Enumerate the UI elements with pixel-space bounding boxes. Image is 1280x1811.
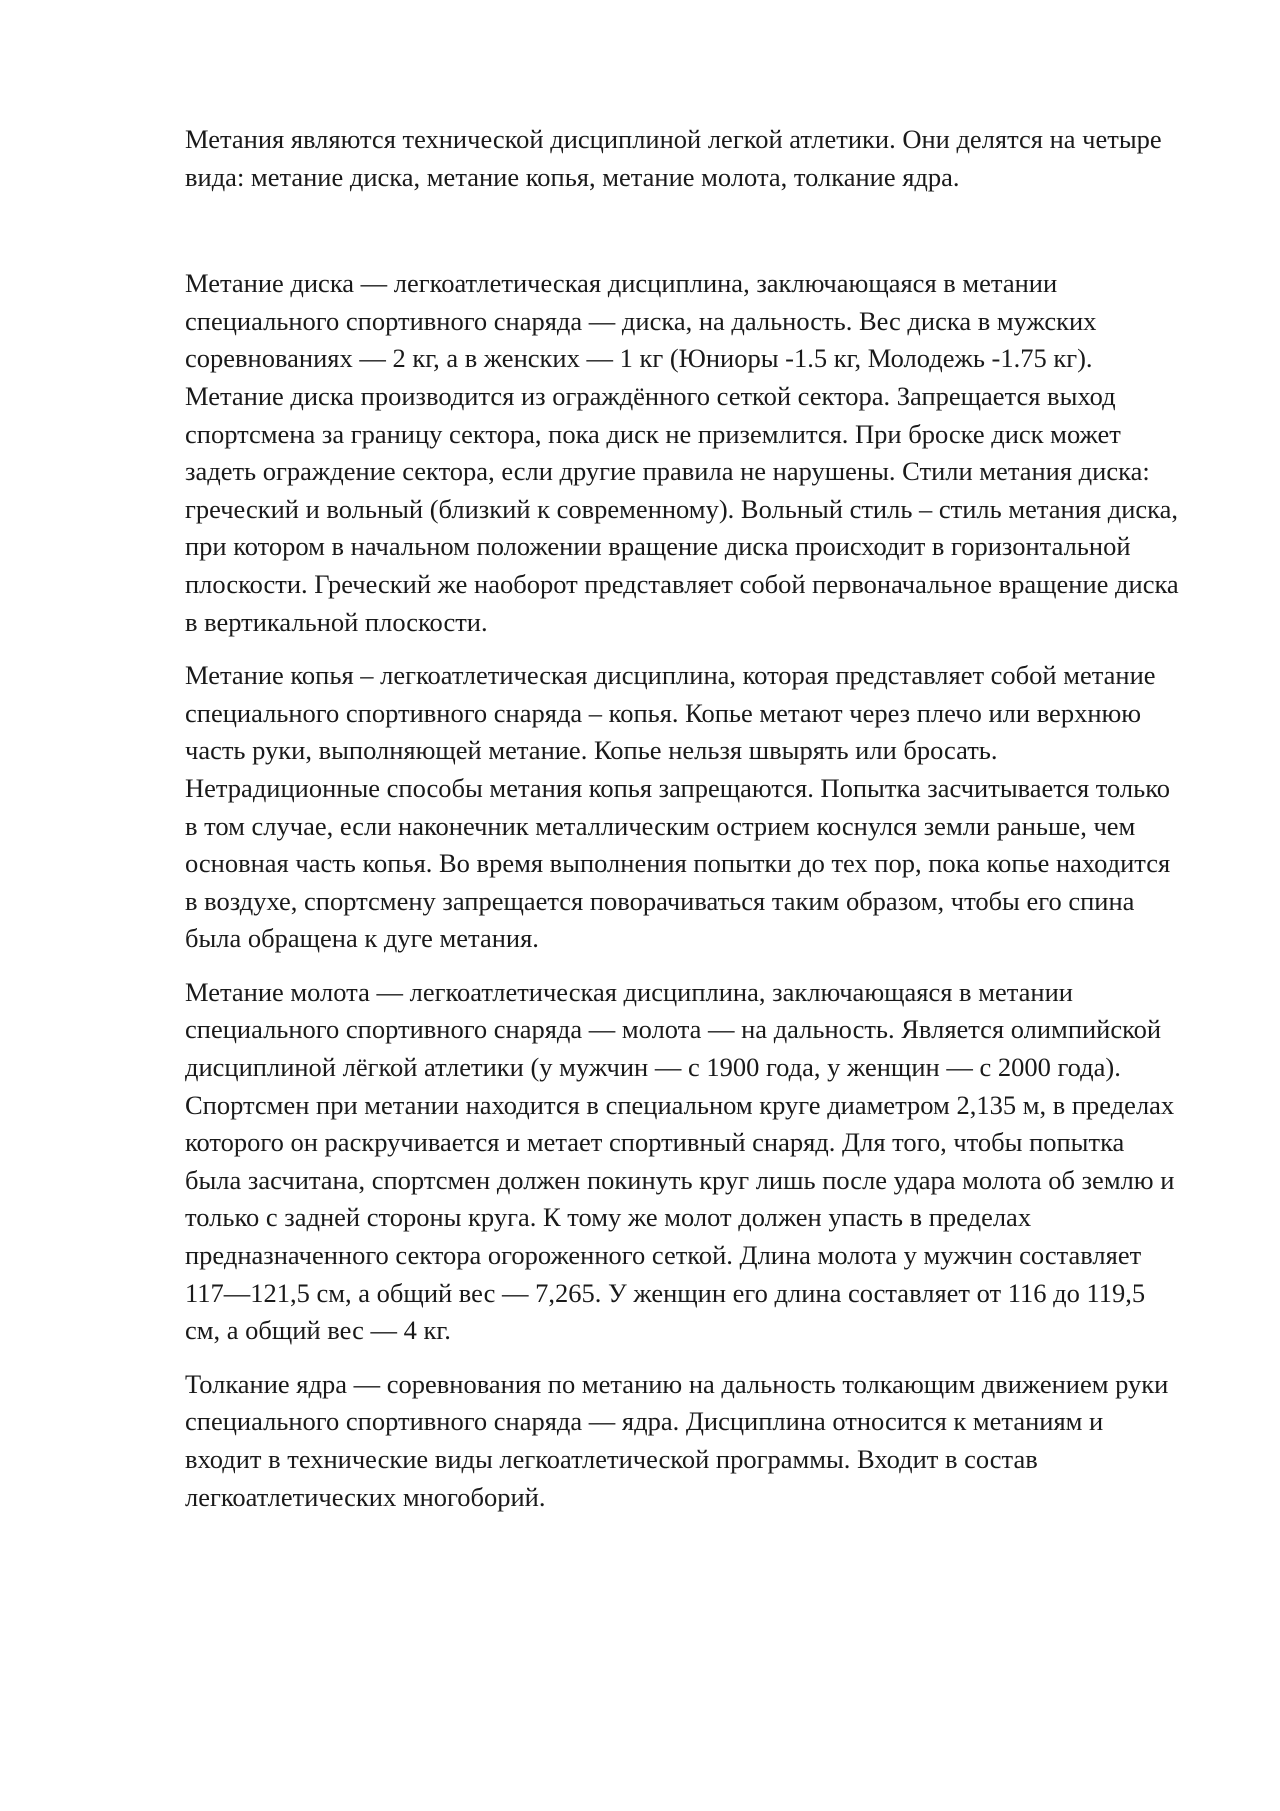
document-body xyxy=(185,121,1185,1532)
paragraph-shot-put: Толкание ядра — соревнования по метанию на дальность толкающим движением руки специального спортивного снаряда — ядра. Дисциплина относится к метаниям и входит в технические виды легкоатлетической программы. Входит в состав легкоатлетических многоборий. xyxy=(185,1368,1169,1512)
paragraph-javelin-throw: Метание копья – легкоатлетическая дисциплина, которая представляет собой метание специального спортивного снаряда – копья. Копье метают через плечо или верхнюю часть руки, выполняющей метание. Копье нельзя швырять или бросать. Нетрадиционные способы метания копья запрещаются. Попытка засчитывается только в том случае, если наконечник металлическим острием коснулся земли раньше, чем основная часть копья. Во время выполнения попытки до тех пор, пока копье находится в воздухе, спортсмену запрещается поворачиваться таким образом, чтобы его спина была обращена к дуге метания. xyxy=(185,660,1171,954)
paragraph-intro: Метания являются технической дисциплиной легкой атлетики. Они делятся на четыре вида: метание диска, метание копья, метание молота, толкание ядра. xyxy=(185,124,1162,192)
paragraph-hammer-throw: Метание молота — легкоатлетическая дисциплина, заключающаяся в метании специального спортивного снаряда — молота — на дальность. Является олимпийской дисциплиной лёгкой атлетики (у мужчин — с 1900 года, у женщин — с 2000 года). Спортсмен при метании находится в специальном круге диаметром 2,135 м, в пределах которого он раскручивается и метает спортивный снаряд. Для того, чтобы попытка была засчитана, спортсмен должен покинуть круг лишь после удара молота об землю и только с задней стороны круга. К тому же молот должен упасть в пределах предназначенного сектора огороженного сеткой. Длина молота у мужчин составляет 117—121,5 см, а общий вес — 7,265. У женщин его длина составляет от 116 до 119,5 см, а общий вес — 4 кг. xyxy=(185,976,1175,1346)
paragraph-discus-throw: Метание диска — легкоатлетическая дисциплина, заключающаяся в метании специального спортивного снаряда — диска, на дальность. Вес диска в мужских соревнованиях — 2 кг, а в женских — 1 кг (Юниоры -1.5 кг, Молодежь -1.75 кг). Метание диска производится из ограждённого сеткой сектора. Запрещается выход спортсмена за границу сектора, пока диск не приземлится. При броске диск может задеть ограждение сектора, если другие правила не нарушены. Стили метания диска: греческий и вольный (близкий к современному). Вольный стиль – стиль метания диска, при котором в начальном положении вращение диска происходит в горизонтальной плоскости. Греческий же наоборот представляет собой первоначальное вращение диска в вертикальной плоскости. xyxy=(185,268,1179,637)
